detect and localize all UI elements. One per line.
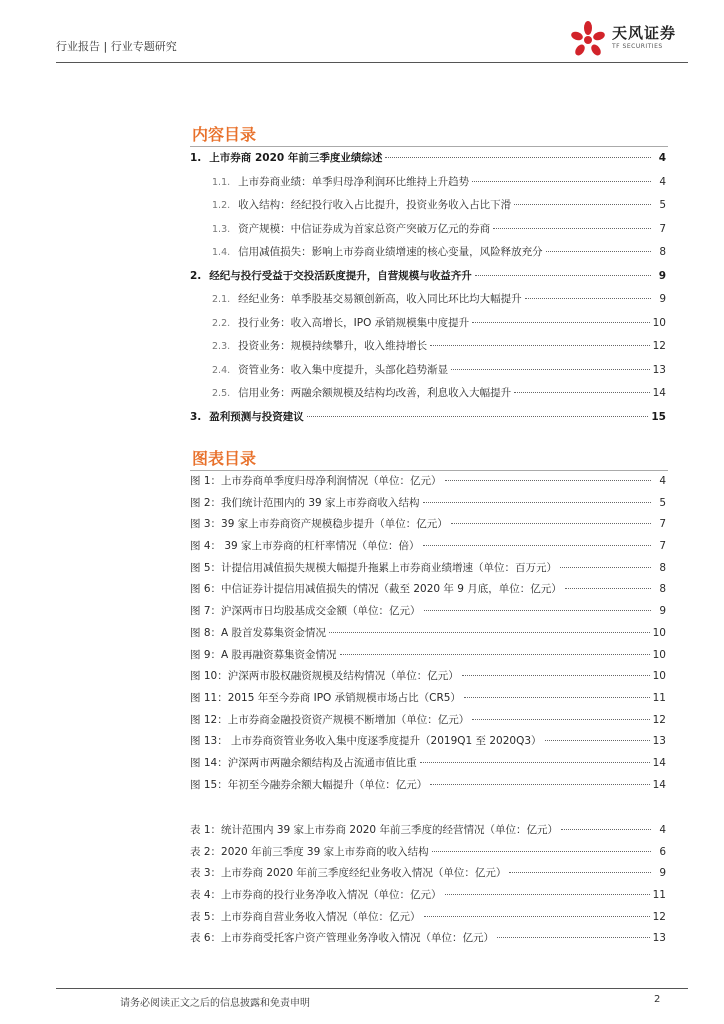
figure-entry-page: 12 [652, 713, 666, 726]
toc-entry-number: 1.3. [212, 223, 231, 235]
figure-entry[interactable] [190, 625, 666, 647]
dot-leader [493, 228, 651, 229]
toc-title: 内容目录 [192, 125, 257, 144]
figure-entry[interactable] [190, 777, 666, 799]
dot-leader [546, 251, 651, 252]
toc-entry[interactable] [190, 362, 666, 386]
logo-name: 天风证券 [612, 24, 677, 42]
toc-entry[interactable] [190, 315, 666, 339]
dot-leader [565, 588, 651, 589]
toc-entry-page: 12 [652, 340, 666, 352]
dot-leader [514, 204, 651, 205]
dot-leader [307, 416, 649, 417]
dot-leader [472, 719, 649, 720]
figure-entry-title: 图 11：2015 年至今券商 IPO 承销规模市场占比（CR5） [190, 691, 461, 704]
figure-entry-page: 4 [659, 475, 666, 487]
figure-entry-title: 图 8：A 股首发募集资金情况 [190, 626, 327, 639]
figure-entry[interactable] [190, 516, 666, 538]
table-entry-title: 表 2：2020 年前三季度 39 家上市券商的收入结构 [190, 845, 429, 858]
toc-entry-title: 盈利预测与投资建议 [209, 410, 304, 423]
toc-entry[interactable] [190, 385, 666, 409]
table-list [190, 822, 666, 952]
toc-entry-page: 5 [659, 199, 666, 211]
toc-entry-title: 资管业务：收入集中度提升，头部化趋势渐显 [238, 363, 449, 376]
table-entry-page: 9 [659, 867, 666, 880]
table-entry-page: 11 [652, 889, 666, 902]
dot-leader [340, 654, 650, 655]
figure-entry-title: 图 15：年初至今融券余额大幅提升（单位：亿元） [190, 778, 428, 791]
dot-leader [445, 894, 650, 895]
toc-entry[interactable] [190, 221, 666, 245]
figure-entry-page: 8 [659, 583, 666, 596]
dot-leader [472, 322, 649, 323]
toc-entry-page: 13 [652, 363, 666, 376]
table-entry[interactable] [190, 865, 666, 887]
toc-entry-number: 2.1. [212, 294, 231, 305]
toc-entry-number: 1.1. [212, 176, 231, 188]
toc-entry[interactable] [190, 150, 666, 174]
toc-entry-title: 信用减值损失：影响上市券商业绩增速的核心变量，风险释放充分 [238, 246, 543, 258]
toc-entry-number: 1. [190, 152, 202, 164]
table-entry-page: 13 [652, 932, 666, 945]
toc-entry-number: 2.3. [212, 341, 231, 352]
table-entry-page: 4 [659, 824, 666, 836]
figure-entry[interactable] [190, 473, 666, 495]
dot-leader [561, 829, 651, 830]
toc-entry-number: 2.2. [212, 317, 231, 329]
table-entry-title: 表 5：上市券商自营业务收入情况（单位：亿元） [190, 910, 421, 923]
dot-leader [424, 610, 651, 611]
company-logo [568, 20, 688, 62]
figure-entry[interactable] [190, 538, 666, 560]
figure-list-title: 图表目录 [192, 449, 257, 468]
table-of-contents [190, 150, 666, 432]
toc-entry-page: 9 [658, 269, 666, 282]
table-entry-page: 6 [659, 845, 666, 858]
toc-entry-number: 3. [190, 410, 202, 423]
figure-entry-page: 14 [652, 756, 666, 769]
figure-entry-page: 7 [659, 540, 666, 553]
figure-entry-page: 14 [652, 778, 666, 791]
table-entry-title: 表 1：统计范围内 39 家上市券商 2020 年前三季度的经营情况（单位：亿元） [190, 824, 558, 836]
figure-entry-title: 图 10：沪深两市股权融资规模及结构情况（单位：亿元） [190, 670, 459, 683]
figure-entry-title: 图 14：沪深两市两融余额结构及占流通市值比重 [190, 756, 417, 769]
dot-leader [445, 480, 651, 481]
dot-leader [475, 275, 651, 276]
page-number: 2 [654, 994, 661, 1005]
toc-entry[interactable] [190, 197, 666, 221]
toc-entry-title: 上市券商业绩：单季归母净利润环比维持上升趋势 [238, 175, 470, 188]
toc-entry-page: 8 [659, 246, 666, 258]
toc-entry-title: 上市券商 2020 年前三季度业绩综述 [209, 152, 383, 164]
dot-leader [451, 369, 649, 370]
dot-leader [423, 502, 651, 503]
figure-entry[interactable] [190, 647, 666, 669]
dot-leader [514, 392, 649, 393]
table-entry-page: 12 [652, 910, 666, 923]
figure-entry-page: 10 [652, 670, 666, 683]
toc-entry-title: 投资业务：规模持续攀升，收入维持增长 [238, 340, 428, 352]
figure-entry-page: 10 [652, 626, 666, 639]
table-entry-title: 表 3：上市券商 2020 年前三季度经纪业务收入情况（单位：亿元） [190, 867, 507, 880]
toc-entry[interactable] [190, 338, 666, 362]
toc-entry-title: 资产规模：中信证券成为首家总资产突破万亿元的券商 [238, 222, 491, 235]
dot-leader [430, 345, 649, 346]
figure-entry-title: 图 12：上市券商金融投资资产规模不断增加（单位：亿元） [190, 713, 470, 726]
table-entry[interactable] [190, 844, 666, 866]
figure-entry-title: 图 13： 上市券商资管业务收入集中度逐季度提升（2019Q1 至 2020Q3） [190, 735, 542, 748]
dot-leader [451, 523, 651, 524]
dot-leader [472, 181, 651, 182]
toc-entry-page: 4 [658, 152, 666, 164]
dot-leader [420, 762, 650, 763]
toc-entry[interactable] [190, 268, 666, 292]
footer-disclaimer: 请务必阅读正文之后的信息披露和免责申明 [120, 998, 310, 1009]
figure-entry[interactable] [190, 733, 666, 755]
toc-entry-title: 投行业务：收入高增长，IPO 承销规模集中度提升 [238, 316, 470, 329]
figure-entry[interactable] [190, 668, 666, 690]
dot-leader [545, 740, 650, 741]
figure-entry[interactable] [190, 560, 666, 582]
dot-leader [464, 697, 650, 698]
figure-entry[interactable] [190, 690, 666, 712]
toc-entry-page: 9 [659, 293, 666, 305]
figure-list [190, 473, 666, 798]
toc-entry-number: 1.2. [212, 200, 231, 211]
figure-entry-title: 图 7：沪深两市日均股基成交金额（单位：亿元） [190, 605, 421, 618]
figure-entry-title: 图 2：我们统计范围内的 39 家上市券商收入结构 [190, 496, 420, 509]
dot-leader [560, 567, 651, 568]
toc-title-divider [190, 146, 668, 147]
figure-entry-title: 图 3：39 家上市券商资产规模稳步提升（单位：亿元） [190, 518, 448, 531]
toc-entry-number: 2.5. [212, 388, 231, 399]
toc-entry-number: 1.4. [212, 247, 231, 258]
toc-entry-page: 14 [652, 387, 666, 399]
toc-entry[interactable] [190, 409, 666, 433]
toc-entry-page: 4 [659, 175, 666, 188]
figure-entry-title: 图 4： 39 家上市券商的杠杆率情况（单位：倍） [190, 540, 420, 553]
figure-list-divider [190, 470, 668, 471]
header-divider [56, 62, 688, 63]
toc-entry-title: 经纪与投行受益于交投活跃度提升，自营规模与收益齐升 [209, 269, 472, 282]
dot-leader [423, 545, 651, 546]
toc-entry[interactable] [190, 174, 666, 198]
toc-entry-page: 7 [659, 222, 666, 235]
figure-entry-page: 7 [659, 518, 666, 531]
footer-divider [56, 988, 688, 989]
toc-entry-page: 15 [651, 410, 666, 423]
table-entry-title: 表 6：上市券商受托客户资产管理业务净收入情况（单位：亿元） [190, 932, 495, 945]
table-entry[interactable] [190, 909, 666, 931]
dot-leader [424, 916, 650, 917]
figure-entry-page: 9 [659, 605, 666, 618]
figure-entry-title: 图 1：上市券商单季度归母净利润情况（单位：亿元） [190, 475, 442, 487]
toc-entry-title: 信用业务：两融余额规模及结构均改善，利息收入大幅提升 [238, 387, 512, 399]
table-entry-title: 表 4：上市券商的投行业务净收入情况（单位：亿元） [190, 889, 442, 902]
dot-leader [497, 937, 650, 938]
figure-entry[interactable] [190, 495, 666, 517]
figure-entry[interactable] [190, 603, 666, 625]
toc-entry[interactable] [190, 291, 666, 315]
dot-leader [430, 784, 649, 785]
toc-entry[interactable] [190, 244, 666, 268]
figure-entry-page: 10 [652, 648, 666, 661]
dot-leader [432, 851, 651, 852]
table-entry[interactable] [190, 822, 666, 844]
logo-subtitle: TF SECURITIES [612, 43, 663, 50]
figure-entry-title: 图 6：中信证券计提信用减值损失的情况（截至 2020 年 9 月底，单位：亿元） [190, 583, 562, 596]
dot-leader [329, 632, 650, 633]
dot-leader [525, 298, 651, 299]
figure-entry[interactable] [190, 755, 666, 777]
dot-leader [509, 872, 651, 873]
toc-entry-title: 经纪业务：单季股基交易额创新高，收入同比环比均大幅提升 [238, 293, 522, 305]
toc-entry-number: 2. [190, 269, 202, 282]
figure-entry-page: 8 [659, 561, 666, 574]
dot-leader [462, 675, 650, 676]
figure-entry-page: 11 [652, 691, 666, 704]
figure-entry-title: 图 9：A 股再融资募集资金情况 [190, 648, 337, 661]
report-breadcrumb: 行业报告 | 行业专题研究 [56, 40, 177, 53]
table-entry[interactable] [190, 887, 666, 909]
toc-entry-page: 10 [652, 316, 666, 329]
figure-entry-title: 图 5：计提信用减值损失规模大幅提升拖累上市券商业绩增速（单位：百万元） [190, 561, 558, 574]
table-entry[interactable] [190, 930, 666, 952]
toc-entry-title: 收入结构：经纪投行收入占比提升，投资业务收入占比下滑 [238, 199, 512, 211]
figure-entry-page: 13 [652, 735, 666, 748]
flower-logo-icon [568, 20, 608, 60]
figure-entry[interactable] [190, 581, 666, 603]
figure-entry[interactable] [190, 712, 666, 734]
dot-leader [385, 157, 651, 158]
toc-entry-number: 2.4. [212, 364, 231, 376]
figure-entry-page: 5 [659, 496, 666, 509]
